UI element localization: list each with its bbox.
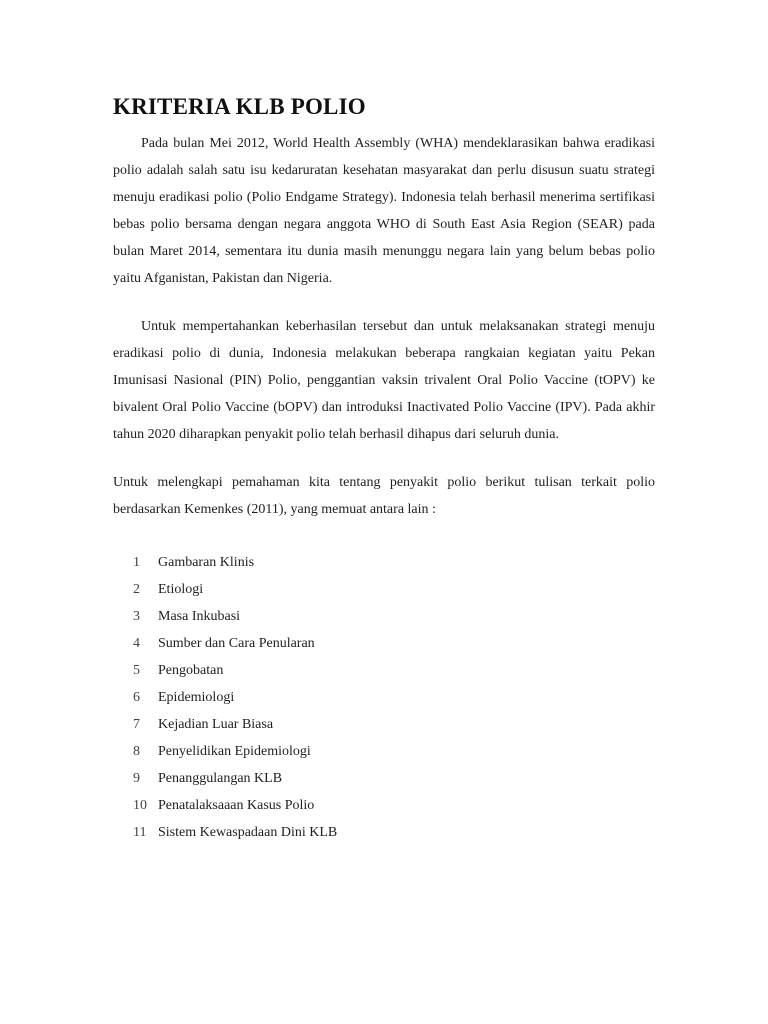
document-page [113,92,655,846]
list-item-number: 1 [133,555,140,570]
list-item [113,657,655,684]
list-item-number: 4 [133,636,140,651]
list-item-number: 8 [133,744,140,759]
list-item-number: 10 [133,798,147,813]
list-item-text: Sumber dan Cara Penularan [158,636,315,651]
list-item-text: Epidemiologi [158,690,235,705]
list-item [113,765,655,792]
list-item-text: Penyelidikan Epidemiologi [158,744,311,759]
paragraph-strategy: Untuk mempertahankan keberhasilan tersebut dan untuk melaksanakan strategi menuju eradikasi polio di dunia, Indonesia melakukan beberapa rangkaian kegiatan yaitu Pekan Imunisasi Nasional (PIN) Polio, penggantian vaksin trivalent Oral Polio Vaccine (tOPV) ke bivalent Oral Polio Vaccine (bOPV) dan introduksi Inactivated Polio Vaccine (IPV). Pada akhir tahun 2020 diharapkan penyakit polio telah berhasil dihapus dari seluruh dunia. [113,319,655,442]
list-item-text: Sistem Kewaspadaan Dini KLB [158,825,338,840]
paragraph-intro: Pada bulan Mei 2012, World Health Assembly (WHA) mendeklarasikan bahwa eradikasi polio adalah salah satu isu kedaruratan kesehatan masyarakat dan perlu disusun suatu strategi menuju eradikasi polio (Polio Endgame Strategy). Indonesia telah berhasil menerima sertifikasi bebas polio bersama dengan negara anggota WHO di South East Asia Region (SEAR) pada bulan Maret 2014, sementara itu dunia masih menunggu negara lain yang belum bebas polio yaitu Afganistan, Pakistan dan Nigeria. [113,136,655,286]
list-item [113,792,655,819]
list-item [113,630,655,657]
list-item-text: Gambaran Klinis [158,555,255,570]
list-item-text: Penatalaksaaan Kasus Polio [158,798,315,813]
list-item-number: 11 [133,825,147,840]
list-item [113,576,655,603]
list-item-text: Kejadian Luar Biasa [158,717,274,732]
list-item-number: 7 [133,717,140,732]
list-item [113,603,655,630]
list-item [113,819,655,846]
list-item [113,711,655,738]
list-item-text: Etiologi [158,582,204,597]
topic-list [113,549,655,846]
paragraph-list-intro: Untuk melengkapi pemahaman kita tentang penyakit polio berikut tulisan terkait polio berdasarkan Kemenkes (2011), yang memuat antara lain : [113,475,655,517]
list-item-text: Penanggulangan KLB [158,771,283,786]
list-item-number: 5 [133,663,140,678]
list-item-number: 6 [133,690,140,705]
list-item-number: 9 [133,771,140,786]
document-title: KRITERIA KLB POLIO [113,94,366,119]
list-item [113,738,655,765]
list-item-number: 3 [133,609,140,624]
list-item [113,549,655,576]
list-item [113,684,655,711]
list-item-text: Pengobatan [158,663,224,678]
list-item-number: 2 [133,582,140,597]
list-item-text: Masa Inkubasi [158,609,241,624]
